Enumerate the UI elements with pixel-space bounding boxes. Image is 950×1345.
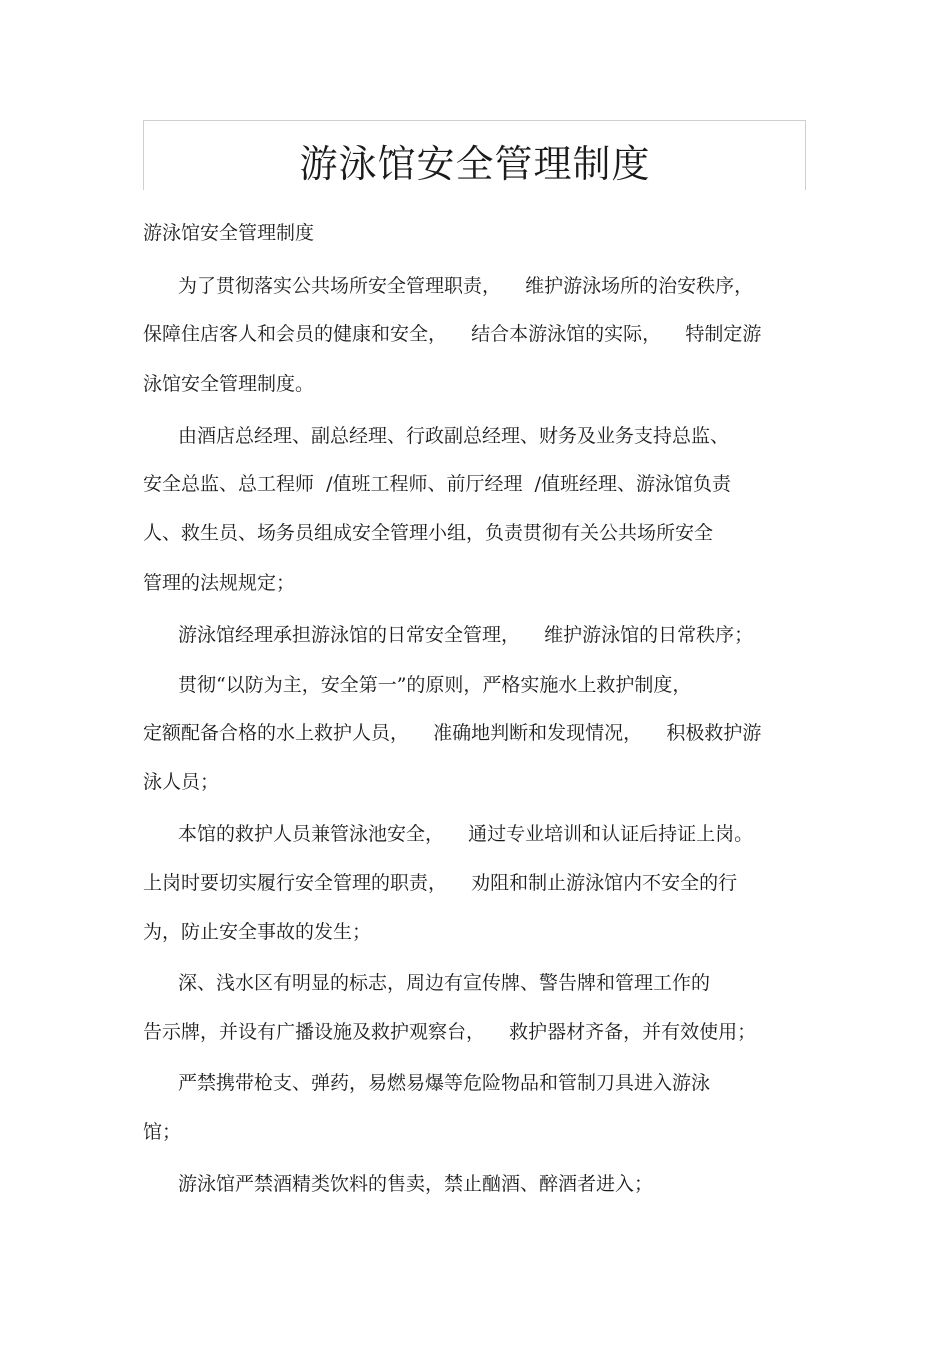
- paragraph-line: 保障住店客人和会员的健康和安全， 结合本游泳馆的实际， 特制定游: [143, 323, 762, 345]
- paragraph-line: 告示牌，并设有广播设施及救护观察台， 救护器材齐备，并有效使用；: [143, 1021, 757, 1043]
- paragraph-line: 为了贯彻落实公共场所安全管理职责， 维护游泳场所的治安秩序，: [178, 275, 754, 297]
- paragraph-line: 由酒店总经理、副总经理、行政副总经理、财务及业务支持总监、: [178, 425, 730, 447]
- paragraph-line: 游泳馆严禁酒精类饮料的售卖，禁止酗酒、醉酒者进入；: [178, 1173, 654, 1195]
- paragraph-line: 深、浅水区有明显的标志，周边有宣传牌、警告牌和管理工作的: [178, 972, 711, 994]
- paragraph-line: 严禁携带枪支、弹药，易燃易爆等危险物品和管制刀具进入游泳: [178, 1072, 711, 1094]
- paragraph-line: 管理的法规规定；: [143, 572, 296, 594]
- paragraph-line: 为，防止安全事故的发生；: [143, 921, 372, 943]
- paragraph-line: 游泳馆经理承担游泳馆的日常安全管理， 维护游泳馆的日常秩序；: [178, 624, 754, 646]
- document-title: 游泳馆安全管理制度: [299, 142, 651, 186]
- paragraph-line: 定额配备合格的水上救护人员， 准确地判断和发现情况， 积极救护游: [143, 722, 762, 744]
- paragraph-line: 泳人员；: [143, 771, 220, 793]
- paragraph-line: 人、救生员、场务员组成安全管理小组，负责贯彻有关公共场所安全: [143, 522, 714, 544]
- document-subtitle: 游泳馆安全管理制度: [143, 222, 315, 244]
- paragraph-line: 安全总监、总工程师 /值班工程师、前厅经理 /值班经理、游泳馆负责: [143, 473, 731, 495]
- paragraph-line: 上岗时要切实履行安全管理的职责， 劝阻和制止游泳馆内不安全的行: [143, 872, 738, 894]
- paragraph-line: 馆；: [143, 1121, 182, 1143]
- paragraph-line: 泳馆安全管理制度。: [143, 373, 315, 395]
- paragraph-line: 本馆的救护人员兼管泳池安全， 通过专业培训和认证后持证上岗。: [178, 823, 754, 845]
- paragraph-line: 贯彻“以防为主，安全第一”的原则，严格实施水上救护制度，: [178, 674, 692, 696]
